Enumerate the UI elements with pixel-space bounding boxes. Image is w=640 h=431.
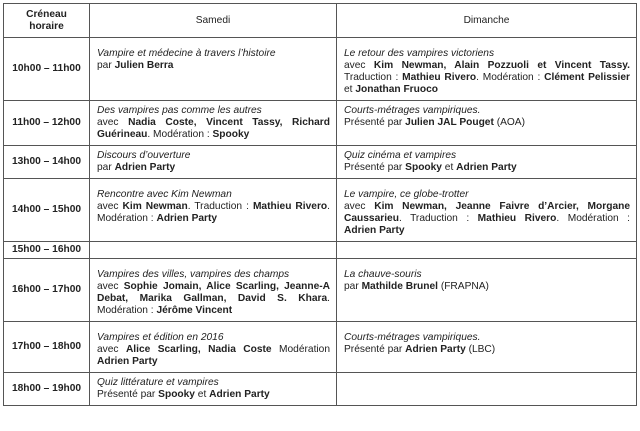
session-text: . Traduction : (398, 213, 478, 224)
session-title: Courts-métrages vampiriques. (344, 105, 481, 116)
session-title: Quiz cinéma et vampires (344, 150, 457, 161)
sunday-session-content (337, 322, 636, 360)
session-text: . Modération : (97, 293, 330, 316)
participant-names: Spooky (212, 129, 250, 140)
saturday-session-content (90, 322, 336, 372)
time-slot: 11h00 – 12h00 (4, 101, 90, 146)
session-text: . Modération : (97, 201, 330, 224)
sunday-session-content (337, 259, 636, 297)
participant-names: Spooky (158, 389, 195, 400)
saturday-session-empty (90, 242, 337, 259)
participant-names: Julien JAL Pouget (405, 117, 494, 128)
schedule-row (4, 322, 637, 373)
session-text: avec (97, 344, 126, 355)
saturday-session (90, 259, 337, 322)
participant-names: Adrien Party (405, 344, 466, 355)
schedule-row (4, 146, 637, 179)
session-title: Des vampires pas comme les autres (97, 105, 262, 116)
session-title: La chauve-souris (344, 269, 422, 280)
session-title: Le retour des vampires victoriens (344, 48, 495, 59)
participant-names: Mathilde Brunel (361, 281, 438, 292)
saturday-session (90, 146, 337, 179)
session-text: Présenté par (344, 162, 406, 173)
participant-names: Mathieu Rivero (252, 201, 328, 212)
sunday-session-empty (337, 373, 637, 406)
time-slot: 17h00 – 18h00 (4, 322, 90, 373)
participant-names: Jonathan Fruoco (355, 84, 438, 95)
saturday-session-content (90, 101, 336, 145)
session-text: (AOA) (493, 117, 525, 128)
session-text: avec (97, 117, 129, 128)
sunday-session-empty (337, 242, 637, 259)
schedule-row (4, 179, 637, 242)
schedule-row (4, 259, 637, 322)
schedule-row (4, 242, 637, 259)
session-text: Modération (271, 344, 330, 355)
participant-names: Sophie Jomain, Alice Scarling, Jeanne-A Debat, Marika Gallman, David S. Khara (97, 281, 330, 304)
session-text: avec (344, 201, 375, 212)
session-text: Présenté par (344, 344, 406, 355)
session-text: Présenté par (97, 389, 159, 400)
saturday-session (90, 322, 337, 373)
participant-names: Kim Newman, Alain Pozzuoli et Vincent Tassy. (373, 60, 630, 71)
saturday-header: Samedi (90, 4, 337, 38)
session-title: Vampires et édition en 2016 (97, 332, 224, 343)
sunday-session-content (337, 146, 636, 178)
slot-header-line1: Créneau (26, 8, 67, 20)
saturday-session-content (90, 179, 336, 229)
participant-names: Adrien Party (97, 356, 158, 367)
session-text: . Traduction : (187, 201, 253, 212)
session-title: Quiz littérature et vampires (97, 377, 219, 388)
participant-names: Kim Newman, Jeanne Faivre d’Arcier, Morgane Caussarieu (344, 201, 630, 224)
participant-names: Spooky (405, 162, 442, 173)
sunday-header: Dimanche (337, 4, 637, 38)
session-text: (LBC) (465, 344, 496, 355)
session-title: Courts-métrages vampiriques. (344, 332, 481, 343)
session-text: (FRAPNA) (437, 281, 489, 292)
session-text: avec (344, 60, 374, 71)
participant-names: Adrien Party (156, 213, 218, 224)
sunday-session (337, 146, 637, 179)
saturday-session (90, 373, 337, 406)
sunday-session-content (337, 179, 636, 241)
saturday-session (90, 38, 337, 101)
participant-names: Julien Berra (114, 60, 174, 71)
session-title: Rencontre avec Kim Newman (97, 189, 232, 200)
time-slot: 18h00 – 19h00 (4, 373, 90, 406)
time-slot: 16h00 – 17h00 (4, 259, 90, 322)
session-text: et (194, 389, 210, 400)
participant-names: Adrien Party (344, 225, 405, 236)
saturday-session-content (90, 38, 336, 76)
session-text: avec (97, 281, 124, 292)
participant-names: Adrien Party (456, 162, 517, 173)
sunday-session-content (337, 101, 636, 133)
session-text: par (97, 60, 115, 71)
time-slot: 13h00 – 14h00 (4, 146, 90, 179)
participant-names: Nadia Coste, Vincent Tassy, Richard Guérineau (97, 117, 330, 140)
participant-names: Jérôme Vincent (156, 305, 233, 316)
sunday-session (337, 322, 637, 373)
session-text: Présenté par (344, 117, 406, 128)
session-text: . Modération : (556, 213, 630, 224)
schedule-body (4, 38, 637, 406)
session-text: par (344, 281, 362, 292)
session-title: Vampire et médecine à travers l’histoire (97, 48, 276, 59)
saturday-session (90, 101, 337, 146)
saturday-session (90, 179, 337, 242)
participant-names: Mathieu Rivero (402, 72, 477, 83)
session-text: et (441, 162, 457, 173)
participant-names: Adrien Party (209, 389, 270, 400)
participant-names: Mathieu Rivero (477, 213, 557, 224)
schedule-row (4, 373, 637, 406)
session-text: avec (97, 201, 123, 212)
participant-names: Adrien Party (114, 162, 176, 173)
session-text: et (344, 84, 356, 95)
schedule-table (3, 3, 637, 406)
time-slot: 15h00 – 16h00 (4, 242, 90, 259)
sunday-session (337, 179, 637, 242)
sunday-session-content (337, 38, 636, 100)
slot-header-line2: horaire (29, 20, 64, 32)
sunday-session (337, 101, 637, 146)
session-text: . Modération : (476, 72, 545, 83)
session-text: par (97, 162, 115, 173)
header-row (4, 4, 637, 38)
saturday-session-content (90, 373, 336, 405)
session-title: Le vampire, ce globe-trotter (344, 189, 469, 200)
session-text: Traduction : (344, 72, 403, 83)
saturday-session-content (90, 146, 336, 178)
session-title: Discours d’ouverture (97, 150, 191, 161)
schedule-row (4, 38, 637, 101)
slot-header (4, 4, 90, 38)
session-title: Vampires des villes, vampires des champs (97, 269, 290, 280)
schedule-row (4, 101, 637, 146)
participant-names: Alice Scarling, Nadia Coste (125, 344, 272, 355)
sunday-session (337, 259, 637, 322)
participant-names: Kim Newman (122, 201, 188, 212)
time-slot: 14h00 – 15h00 (4, 179, 90, 242)
time-slot: 10h00 – 11h00 (4, 38, 90, 101)
saturday-session-content (90, 259, 336, 321)
session-text: . Modération : (147, 129, 213, 140)
sunday-session (337, 38, 637, 101)
participant-names: Clément Pelissier (544, 72, 631, 83)
